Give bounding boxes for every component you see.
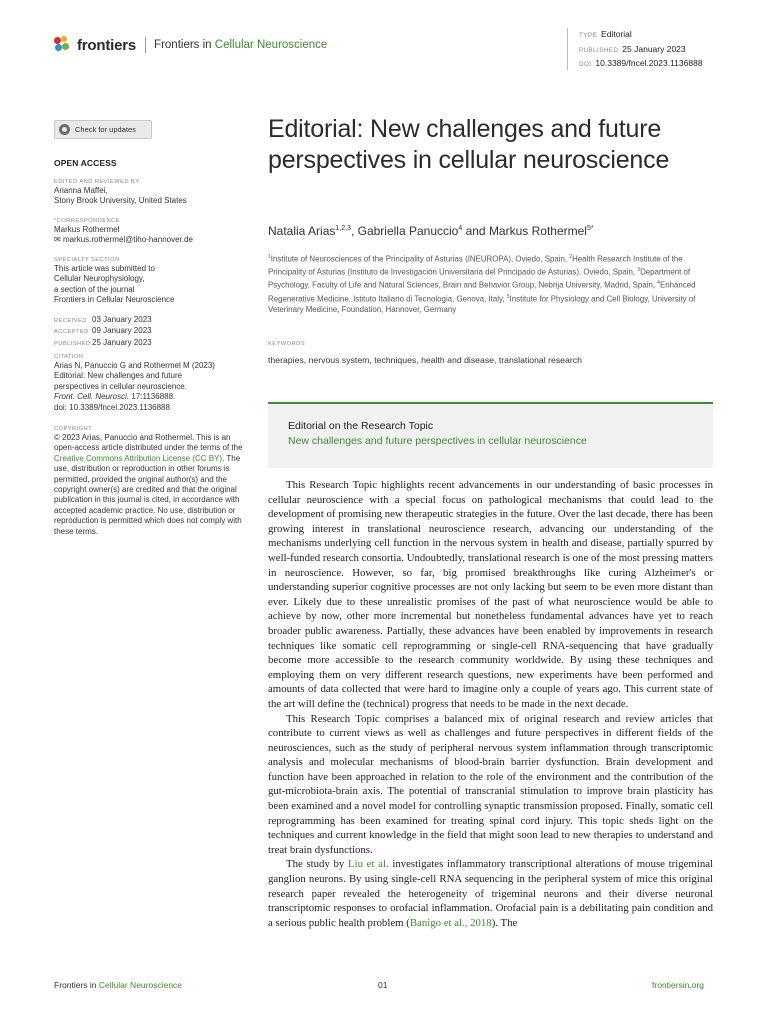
affiliations: $^1$Institute of Neurosciences of the Principality of Asturias (INEUROPA), Oviedo, Spain, $^2$Health Research Institute of the Principality of Asturias (Instituto de Investigación Universitaria del Principado de Asturias), Oviedo, Spain, $^3$Department of Psychology, Faculty of Life and Natural Sciences, Brain and Behavior Group, Nebrija University, Madrid, Spain, $^4$Enhanced Regenerative Medicine, Istituto Italiano di Tecnologia, Genova, Italy, $^5$Institute for Physiology and Cell Biology, University of Veterinary Medicine, Foundation, Hannover, Germany — [268, 254, 696, 314]
article-title: Editorial: New challenges and future perspectives in cellular neuroscience — [268, 115, 670, 174]
open-access-label: OPEN ACCESS — [54, 158, 117, 168]
author-list: Natalia Arias$^{1,2,3}$, Gabriella Panuccio$^4$ and Markus Rothermel$^{5*}$ — [268, 224, 594, 238]
journal-title[interactable]: Frontiers in Cellular Neuroscience — [154, 39, 328, 51]
doi-link[interactable]: 10.3389/fncel.2023.1136888 — [595, 58, 703, 68]
footer-journal[interactable]: Frontiers in Cellular Neuroscience — [54, 980, 183, 990]
header-divider — [145, 37, 146, 53]
correspondence-email[interactable]: markus.rothermel@tiho-hannover.de — [62, 235, 193, 245]
meta-doi: DOI 10.3389/fncel.2023.1136888 — [579, 58, 703, 68]
article-body — [268, 478, 713, 930]
paragraph: This Research Topic comprises a balanced mix of original research and review articles that contribute to current views as well as challenges and future perspectives in different fields of the neurosciences, such as the study of peripheral nervous system inflammation through transcriptomic analysis and molecular mechanisms of blood-brain barrier dysfunction. Brain development and function have been approached in relation to the role of the environment and the contribution of the gut-microbiota-brain axis. The potential of transcranial stimulation to improve brain plasticity has been examined and a novel model for controlling synaptic transmission proposed. Finally, somatic cell reprogramming has been examined for treating spinal cord injury. This topic sheds light on the techniques and current knowledge in the field that might soon lead to new therapies to understand and treat brain dysfunctions. — [268, 712, 713, 856]
email-icon: ✉ — [54, 235, 61, 245]
journal-header — [54, 36, 327, 54]
edited-by-section: EDITED AND REVIEWED BY Arianna Maffei, Stony Brook University, United States — [54, 179, 187, 206]
research-topic-label: Editorial on the Research Topic — [288, 420, 434, 432]
citation-section: CITATION Arias N, Panuccio G and Rothermel M (2023) Editorial: New challenges and future perspectives in cellular neuroscience. Front. Cell. Neurosci. 17:1136888. doi: 10.3389/fncel.2023.1136888 — [54, 354, 215, 412]
paragraph: This Research Topic highlights recent advancements in our understanding of basic processes in cellular neuroscience with a special focus on pathological mechanisms that could lead to the development of promising new therapeutic strategies in the future. Over the last decade, there has been growing interest in translational neuroscience research, advancing our understanding of the mechanisms underlying cell function in the nervous system in health and disease, partially spurred by well-funded research consortia. Undoubtedly, translational research is one of the most pressing matters in neuroscience. However, so far, big promised breakthroughs like curing Alzheimer's or understanding superior cognitive processes are not only lacking but seem to be even more distant than ever. Likely due to these unrealistic promises of the past of what neuroscience would be able to achieve by now, other more incremental but nonetheless fundamental advances have yet to reach broader public awareness. Partially, these advances have been enabled by improvements in research techniques like somatic cell reprogramming or single-cell RNA-sequencing that have gradually become more accessible to the research community worldwide. By using these techniques and employing them on very different research questions, new experiments have been performed and amounts of data collected that were hard to imagine only a couple of years ago. This current state of the art will define the (technical) progress that needs to be made in the next decade. — [268, 479, 713, 710]
check-for-updates-button[interactable]: Check for updates — [54, 120, 152, 139]
keywords: therapies, nervous system, techniques, health and disease, translational research — [268, 355, 582, 365]
research-topic-box — [268, 402, 713, 468]
author-link[interactable]: and Markus Rothermel — [462, 224, 587, 238]
copyright-section: COPYRIGHT © 2023 Arias, Panuccio and Rothermel. This is an open-access article distributed under the terms of the Creative Commons Attribution License (CC BY). The use, distribution or reproduction in other forums is permitted, provided the original author(s) and the copyright owner(s) are credited and that the original publication in this journal is cited, in accordance with accepted academic practice. No use, distribution or reproduction is permitted which does not comply with these terms. — [54, 426, 243, 536]
article-meta — [567, 28, 703, 70]
cc-license-link[interactable]: Creative Commons Attribution License (CC BY) — [54, 453, 223, 463]
research-topic-link[interactable]: New challenges and future perspectives in cellular neuroscience — [288, 435, 587, 447]
author-link[interactable]: , Gabriella Panuccio — [350, 224, 459, 238]
citation-link-banigo[interactable]: Banigo et al., 2018 — [409, 916, 492, 929]
frontiers-logo-icon — [54, 36, 72, 54]
frontiers-logo-text[interactable]: frontiers — [77, 36, 137, 54]
paragraph: The study by Liu et al. investigates inflammatory transcriptional alterations of mouse trigeminal ganglion neurons. By using single-cell RNA sequencing in the peripheral system of mice this original research paper revealed the heterogeneity of trigeminal neurons and their diverse neuronal transcriptomic responses to orofacial inflammation. Orofacial pain is a debilitating pain condition and a serious public health problem (Banigo et al., 2018). The — [268, 858, 714, 929]
dates-section: RECEIVED 03 January 2023 ACCEPTED 09 January 2023 PUBLISHED 25 January 2023 — [54, 315, 152, 347]
correspondence-section: *CORRESPONDENCE Markus Rothermel ✉ markus.rothermel@tiho-hannover.de — [54, 218, 193, 245]
meta-published: PUBLISHED 25 January 2023 — [579, 43, 686, 54]
keywords-label: KEYWORDS — [268, 341, 306, 347]
footer-site-link[interactable]: frontiersin.org — [652, 980, 704, 990]
check-updates-icon — [59, 124, 70, 135]
page-number: 01 — [378, 980, 388, 990]
citation-link-liu[interactable]: Liu et al. — [348, 858, 389, 871]
meta-type: TYPE Editorial — [579, 29, 632, 39]
author-link[interactable]: Natalia Arias — [268, 224, 336, 238]
specialty-section: SPECIALTY SECTION This article was submitted to Cellular Neurophysiology, a section of the journal Frontiers in Cellular Neuroscience — [54, 257, 175, 305]
